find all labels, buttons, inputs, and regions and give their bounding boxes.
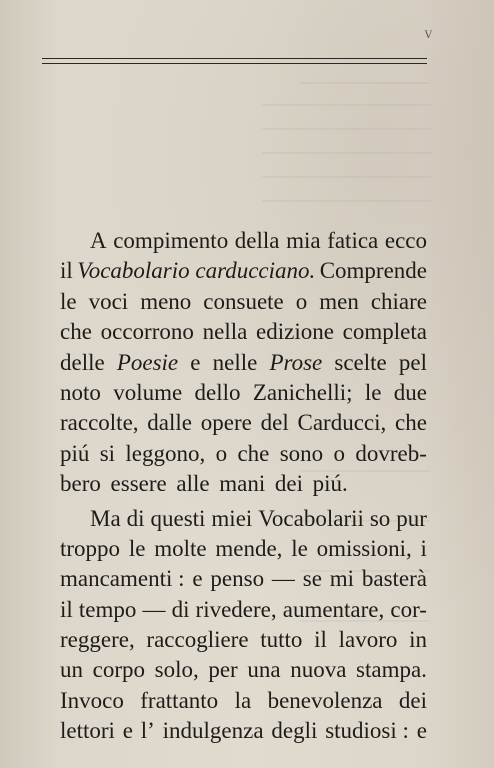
word: che [60, 319, 92, 345]
word: fatica [327, 228, 379, 253]
text-line [60, 378, 427, 408]
word: basterà [361, 566, 427, 592]
word: stampa. [356, 657, 427, 683]
word: e [190, 349, 201, 375]
word: la [234, 687, 252, 713]
word: in [409, 627, 427, 653]
text-line [60, 256, 427, 286]
word: mi [329, 566, 355, 592]
word: tutto [260, 627, 303, 653]
header-rule-top [42, 58, 427, 59]
text-line [60, 504, 427, 534]
word: benevolenza [267, 687, 383, 713]
page-folio: V [424, 30, 432, 41]
word: compimento [113, 228, 229, 253]
word: le [291, 535, 308, 561]
text-line [60, 469, 427, 499]
word: degli [271, 718, 318, 744]
word: piú. [312, 471, 348, 497]
word: il [60, 596, 73, 622]
word: studiosi : [325, 718, 409, 744]
paragraph [60, 226, 427, 500]
word: un [60, 657, 83, 683]
word: il [60, 258, 73, 284]
word: tempo [78, 596, 137, 622]
word: o [333, 440, 346, 466]
word: una [247, 657, 281, 683]
word: Vocabolarii [258, 505, 364, 531]
word: cor- [390, 596, 427, 622]
word: Carducci, [297, 410, 387, 436]
text-line [60, 625, 427, 655]
text-line [60, 716, 427, 746]
word: le [364, 379, 382, 405]
text-line [60, 348, 427, 378]
word: essere [110, 471, 167, 497]
word: scelte [334, 349, 387, 375]
word: chiare [370, 288, 427, 314]
word: e [416, 718, 427, 744]
word: o [215, 440, 228, 466]
word: indulgenza [162, 718, 264, 744]
word: dalle [147, 410, 192, 436]
word: raccolte, [60, 410, 139, 436]
word: opere [200, 410, 252, 436]
word: di [126, 505, 145, 531]
word: nuova [290, 657, 347, 683]
word: meno [140, 288, 192, 314]
word: — [271, 566, 295, 592]
word: che [237, 440, 270, 466]
text-line [60, 408, 427, 438]
word: voci [88, 288, 129, 314]
word: — [142, 596, 166, 622]
word: raccogliere [146, 627, 249, 653]
word: mia [286, 228, 321, 253]
text-line [60, 439, 427, 469]
word: che [395, 410, 427, 436]
word: del [260, 410, 289, 436]
word: alle [176, 471, 210, 497]
word: o [295, 288, 308, 314]
word: nella [202, 319, 248, 345]
word: dei [398, 687, 427, 713]
word: Prose [269, 349, 323, 375]
word: aumentare, [282, 596, 385, 622]
word: volume [113, 379, 183, 405]
word: le [60, 288, 77, 314]
word: piú [60, 440, 90, 466]
word: Ma [90, 505, 121, 531]
word: mende, [215, 535, 283, 561]
word: ecco [384, 228, 427, 253]
word: men [319, 288, 359, 314]
word: delle [60, 349, 105, 375]
word: della [234, 228, 280, 253]
body-text [60, 226, 427, 747]
word: rivedere, [195, 596, 277, 622]
text-line [60, 655, 427, 685]
text-line [60, 534, 427, 564]
text-line [60, 317, 427, 347]
word: dei [274, 471, 303, 497]
word: miei [211, 505, 253, 531]
word: dello [194, 379, 241, 405]
word: Vocabolario carducciano. [77, 258, 316, 284]
word: reggere, [60, 627, 135, 653]
word: se [302, 566, 322, 592]
word: occorrono [100, 319, 194, 345]
word: so [369, 505, 391, 531]
word: e [192, 566, 203, 592]
word: questi [150, 505, 206, 531]
text-line [60, 226, 427, 256]
word: Poesie [116, 349, 179, 375]
word: nelle [212, 349, 258, 375]
word: di [171, 596, 190, 622]
word: i [420, 535, 427, 561]
word: troppo [60, 535, 121, 561]
word: le [128, 535, 146, 561]
word: molte [154, 535, 207, 561]
header-rule-bottom [42, 63, 427, 64]
word: lettori [60, 718, 115, 744]
word: noto [60, 379, 101, 405]
text-line [60, 595, 427, 625]
word: il [314, 627, 327, 653]
word: A [90, 228, 107, 253]
word: dovreb- [355, 440, 427, 466]
word: consuete [203, 288, 284, 314]
word: mani [219, 471, 266, 497]
word: omissioni, [316, 535, 412, 561]
word: solo, [154, 657, 199, 683]
word: leggono, [125, 440, 206, 466]
word: completa [342, 319, 427, 345]
word: due [393, 379, 427, 405]
word: edizione [256, 319, 334, 345]
word: pur [396, 505, 427, 531]
word: si [99, 440, 116, 466]
word: Zanichelli; [252, 379, 353, 405]
word: mancamenti : [60, 566, 185, 592]
word: pel [398, 349, 427, 375]
word: corpo [92, 657, 145, 683]
word: Invoco [60, 687, 124, 713]
word: Comprende [319, 258, 427, 284]
word: per [208, 657, 238, 683]
word: bero [60, 471, 101, 497]
word: e [122, 718, 133, 744]
text-line [60, 287, 427, 317]
word: frattanto [140, 687, 219, 713]
text-line [60, 686, 427, 716]
word: lavoro [338, 627, 398, 653]
text-line [60, 564, 427, 594]
paragraph [60, 504, 427, 747]
word: sono [279, 440, 324, 466]
word: penso [210, 566, 265, 592]
word: l’ [140, 718, 155, 744]
